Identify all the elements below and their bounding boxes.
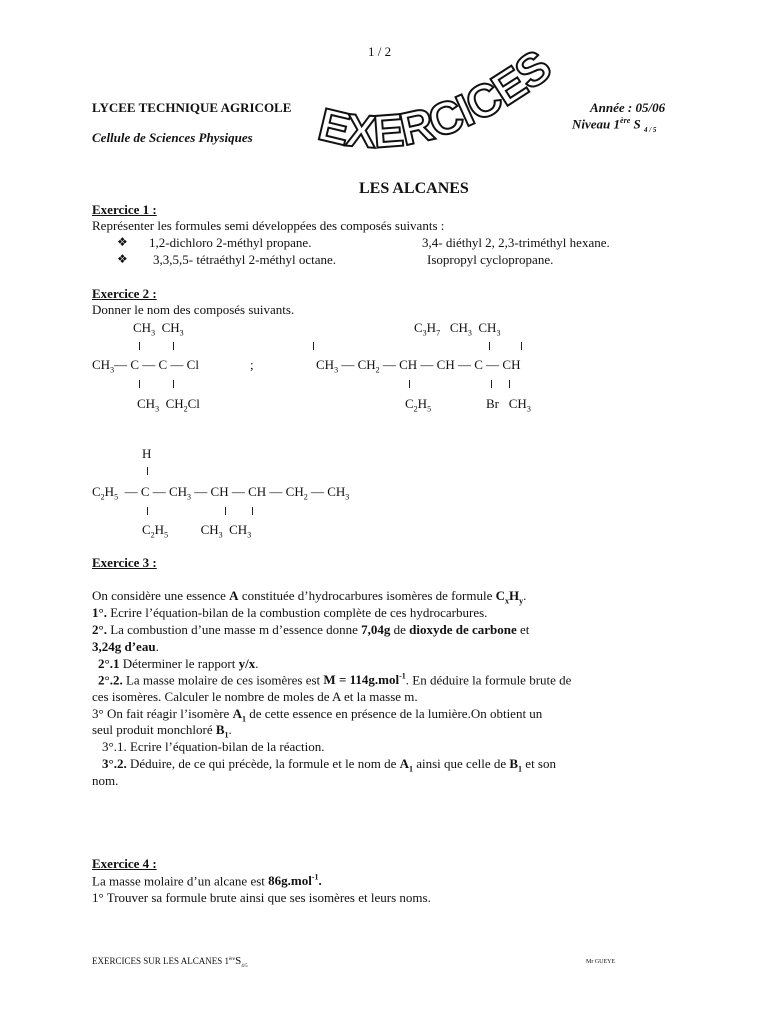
bond-line bbox=[409, 380, 410, 388]
m3-bottom-substituents: $C_2H_5$ $CH_3$ $CH_3$ bbox=[142, 522, 252, 540]
bullet-icon: ❖ bbox=[117, 252, 128, 266]
svg-text:EXERCICES bbox=[314, 50, 560, 158]
ex3-question-3: 3° On fait réagir l’isomère $A_1$ de cette essence en présence de la lumière.On obtient un bbox=[92, 706, 543, 724]
m1-bottom-substituents: $CH_3$ $CH_2Cl$ bbox=[137, 396, 200, 414]
ex3-question-1: 1°. Ecrire l’équation-bilan de la combustion complète de ces hydrocarbures. bbox=[92, 605, 488, 620]
ex1-item: 3,4- diéthyl 2, 2,3-triméthyl hexane. bbox=[422, 235, 610, 250]
ex4-heading: Exercice 4 : bbox=[92, 856, 157, 871]
page-number: 1 / 2 bbox=[368, 44, 392, 59]
school-year: Année : 05/06 bbox=[590, 100, 666, 115]
bond-line bbox=[139, 380, 140, 388]
ex3-question-3-2-cont: nom. bbox=[92, 773, 119, 788]
bond-line bbox=[489, 342, 490, 350]
ex3-question-2-2: 2°.2. La masse molaire de ces isomères est M = 114g.mol$^{-1}$. En déduire la formule brute de bbox=[98, 672, 572, 688]
page-title: LES ALCANES bbox=[359, 180, 469, 197]
m1-top-substituents: $CH_3$ $CH_3$ bbox=[133, 320, 184, 338]
ex1-item: 1,2-dichloro 2-méthyl propane. bbox=[149, 235, 312, 250]
footer-left: EXERCICES SUR LES ALCANES $1èreS_{4/5}$ bbox=[92, 955, 248, 969]
m1-main-chain: $CH_3—$ C — C — Cl bbox=[92, 357, 199, 375]
bond-line bbox=[173, 342, 174, 350]
bond-line bbox=[491, 380, 492, 388]
ex4-question-1: 1° Trouver sa formule brute ainsi que ses isomères et leurs noms. bbox=[92, 890, 431, 905]
ex3-question-3-cont: seul produit monchloré $B_1$. bbox=[92, 722, 232, 740]
exercices-banner bbox=[308, 50, 570, 175]
footer-author: Mr GUEYE bbox=[586, 959, 616, 965]
ex3-question-2: 2°. La combustion d’une masse m d’essence donne 7,04g de dioxyde de carbone et bbox=[92, 622, 530, 637]
ex2-intro: Donner le nom des composés suivants. bbox=[92, 302, 295, 317]
ex3-question-2-1: 2°.1 Déterminer le rapport y/x. bbox=[98, 656, 259, 671]
m2-ethyl: $C_2H_5$ bbox=[405, 396, 432, 414]
ex3-question-3-2: 3°.2. Déduire, de ce qui précède, la formule et le nom de $A_1$ ainsi que celle de $B_1$ et son bbox=[102, 756, 556, 774]
formula-separator: ; bbox=[250, 357, 254, 372]
ex3-question-2-2-cont: ces isomères. Calculer le nombre de moles de A et la masse m. bbox=[92, 689, 418, 704]
ex1-item: Isopropyl cyclopropane. bbox=[427, 252, 554, 267]
ex3-heading: Exercice 3 : bbox=[92, 555, 157, 570]
ex1-intro: Représenter les formules semi développées des composés suivants : bbox=[92, 218, 445, 233]
ex3-question-2-cont: 3,24g d’eau. bbox=[92, 639, 159, 654]
bond-line bbox=[252, 507, 253, 515]
bond-line bbox=[139, 342, 140, 350]
ex3-intro: On considère une essence A constituée d’hydrocarbures isomères de formule $C_xH_y$. bbox=[92, 588, 527, 606]
ex1-item: 3,3,5,5- tétraéthyl 2-méthyl octane. bbox=[153, 252, 337, 267]
bond-line bbox=[521, 342, 522, 350]
school-name: LYCEE TECHNIQUE AGRICOLE bbox=[92, 100, 292, 115]
department-name: Cellule de Sciences Physiques bbox=[92, 130, 253, 145]
m2-bottom-substituents: Br $CH_3$ bbox=[486, 396, 531, 414]
ex1-heading: Exercice 1 : bbox=[92, 202, 157, 217]
m2-main-chain: $CH_3$ — $CH_2$ — CH — CH — C — CH bbox=[316, 357, 521, 375]
bond-line bbox=[225, 507, 226, 515]
ex4-intro: La masse molaire d’un alcane est 86g.mol$^{-1}$. bbox=[92, 873, 322, 889]
class-level: Niveau 1ère S $_{4 / 5}$ bbox=[572, 116, 657, 134]
bullet-icon: ❖ bbox=[117, 235, 128, 249]
bond-line bbox=[173, 380, 174, 388]
m3-main-chain: $C_2H_5$ — C — $CH_3$ — CH — CH — $CH_2$ — $CH_3$ bbox=[92, 484, 350, 502]
bond-line bbox=[147, 507, 148, 515]
m3-hydrogen: H bbox=[142, 446, 152, 461]
bond-line bbox=[147, 467, 148, 475]
banner-text: EXERCICES bbox=[313, 50, 560, 158]
bond-line bbox=[509, 380, 510, 388]
m2-top-substituents: $C_3H_7$ $CH_3$ $CH_3$ bbox=[414, 320, 501, 338]
ex3-question-3-1: 3°.1. Ecrire l’équation-bilan de la réaction. bbox=[102, 739, 325, 754]
bond-line bbox=[313, 342, 314, 350]
ex2-heading: Exercice 2 : bbox=[92, 286, 157, 301]
